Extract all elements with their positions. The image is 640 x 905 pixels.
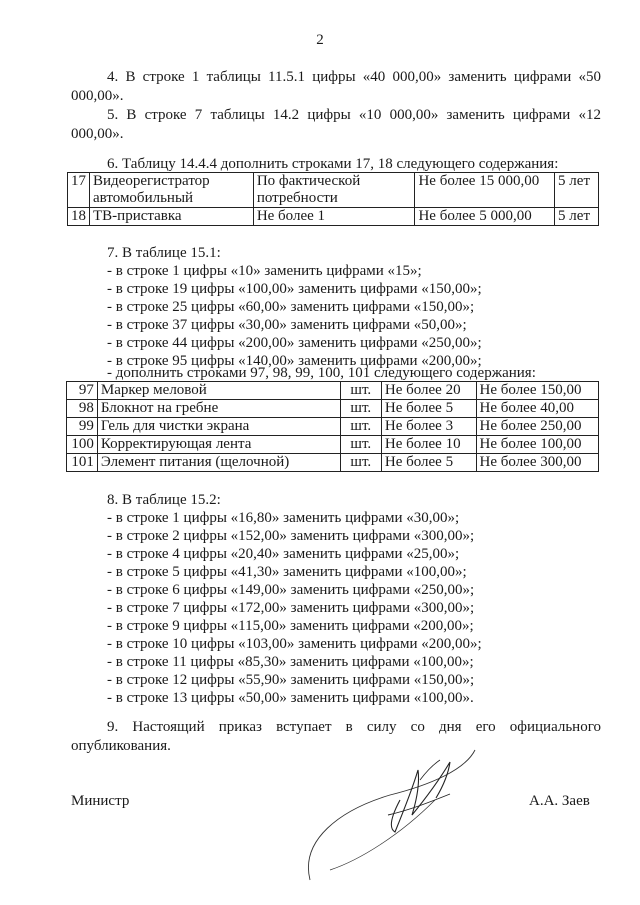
row-number: 101 [67, 454, 98, 472]
paragraph-9: 9. Настоящий приказ вступает в силу со дня его официального опубликования. [71, 719, 601, 754]
paragraph-5: 5. В строке 7 таблицы 14.2 цифры «10 000,00» заменить цифрами «12 000,00». [71, 107, 601, 142]
list-item: - в строке 10 цифры «103,00» заменить цифрами «200,00»; [107, 636, 482, 652]
item-name: Гель для чистки экрана [97, 418, 340, 436]
item-quantity: Не более 3 [381, 418, 476, 436]
paragraph-7-title: 7. В таблице 15.1: [107, 245, 221, 261]
table-row [67, 418, 599, 436]
row-number: 18 [68, 208, 90, 226]
item-term: 5 лет [555, 208, 599, 226]
item-unit: шт. [340, 400, 381, 418]
table-row [68, 208, 599, 226]
list-item: - в строке 19 цифры «100,00» заменить цифрами «150,00»; [107, 281, 482, 297]
item-name: Маркер меловой [97, 382, 340, 400]
item-price: Не более 250,00 [476, 418, 598, 436]
list-item: - в строке 12 цифры «55,90» заменить цифрами «150,00»; [107, 672, 475, 688]
row-number: 97 [67, 382, 98, 400]
item-price: Не более 100,00 [476, 436, 598, 454]
item-price: Не более 15 000,00 [415, 173, 555, 208]
item-price: Не более 150,00 [476, 382, 598, 400]
item-name: ТВ-приставка [90, 208, 254, 226]
row-number: 99 [67, 418, 98, 436]
list-item: - дополнить строками 97, 98, 99, 100, 101 следующего содержания: [107, 365, 536, 381]
item-unit: шт. [340, 418, 381, 436]
list-item: - в строке 7 цифры «172,00» заменить цифрами «300,00»; [107, 600, 475, 616]
item-unit: шт. [340, 382, 381, 400]
table-15-1-rows [66, 381, 599, 472]
row-number: 17 [68, 173, 90, 208]
table-row [67, 400, 599, 418]
list-item: - в строке 5 цифры «41,30» заменить цифрами «100,00»; [107, 564, 467, 580]
item-term: 5 лет [555, 173, 599, 208]
item-quantity: Не более 5 [381, 454, 476, 472]
table-row [67, 382, 599, 400]
list-item: - в строке 25 цифры «60,00» заменить цифрами «150,00»; [107, 299, 475, 315]
item-name: Элемент питания (щелочной) [97, 454, 340, 472]
item-quantity: Не более 20 [381, 382, 476, 400]
list-item: - в строке 11 цифры «85,30» заменить цифрами «100,00»; [107, 654, 474, 670]
list-item: - в строке 4 цифры «20,40» заменить цифрами «25,00»; [107, 546, 460, 562]
item-quantity: Не более 10 [381, 436, 476, 454]
item-price: Не более 300,00 [476, 454, 598, 472]
paragraph-4: 4. В строке 1 таблицы 11.5.1 цифры «40 000,00» заменить цифрами «50 000,00». [71, 69, 601, 104]
page-number: 2 [316, 32, 324, 48]
item-quantity: Не более 5 [381, 400, 476, 418]
list-item: - в строке 13 цифры «50,00» заменить цифрами «100,00». [107, 690, 474, 706]
list-item: - в строке 95 цифры «140,00» заменить цифрами «200,00»; [107, 353, 482, 369]
item-unit: шт. [340, 454, 381, 472]
item-name: Видеорегистратор автомобильный [90, 173, 254, 208]
row-number: 100 [67, 436, 98, 454]
list-item: - в строке 44 цифры «200,00» заменить цифрами «250,00»; [107, 335, 482, 351]
list-item: - в строке 37 цифры «30,00» заменить цифрами «50,00»; [107, 317, 467, 333]
item-price: Не более 40,00 [476, 400, 598, 418]
table-row [68, 173, 599, 208]
item-quantity: По фактической потребности [253, 173, 415, 208]
list-item: - в строке 6 цифры «149,00» заменить цифрами «250,00»; [107, 582, 475, 598]
item-quantity: Не более 1 [253, 208, 415, 226]
table-row [67, 436, 599, 454]
signer-title: Министр [71, 793, 130, 809]
item-unit: шт. [340, 436, 381, 454]
list-item: - в строке 2 цифры «152,00» заменить цифрами «300,00»; [107, 528, 475, 544]
item-name: Блокнот на гребне [97, 400, 340, 418]
item-price: Не более 5 000,00 [415, 208, 555, 226]
signer-name: А.А. Заев [529, 793, 590, 809]
table-row [67, 454, 599, 472]
row-number: 98 [67, 400, 98, 418]
table-14-4-4-rows [67, 172, 599, 226]
paragraph-6: 6. Таблицу 14.4.4 дополнить строками 17, 18 следующего содержания: [107, 156, 559, 172]
item-name: Корректирующая лента [97, 436, 340, 454]
paragraph-8-title: 8. В таблице 15.2: [107, 492, 221, 508]
signature-image [300, 740, 480, 890]
list-item: - в строке 1 цифры «16,80» заменить цифрами «30,00»; [107, 510, 460, 526]
list-item: - в строке 1 цифры «10» заменить цифрами «15»; [107, 263, 422, 279]
list-item: - в строке 9 цифры «115,00» заменить цифрами «200,00»; [107, 618, 474, 634]
